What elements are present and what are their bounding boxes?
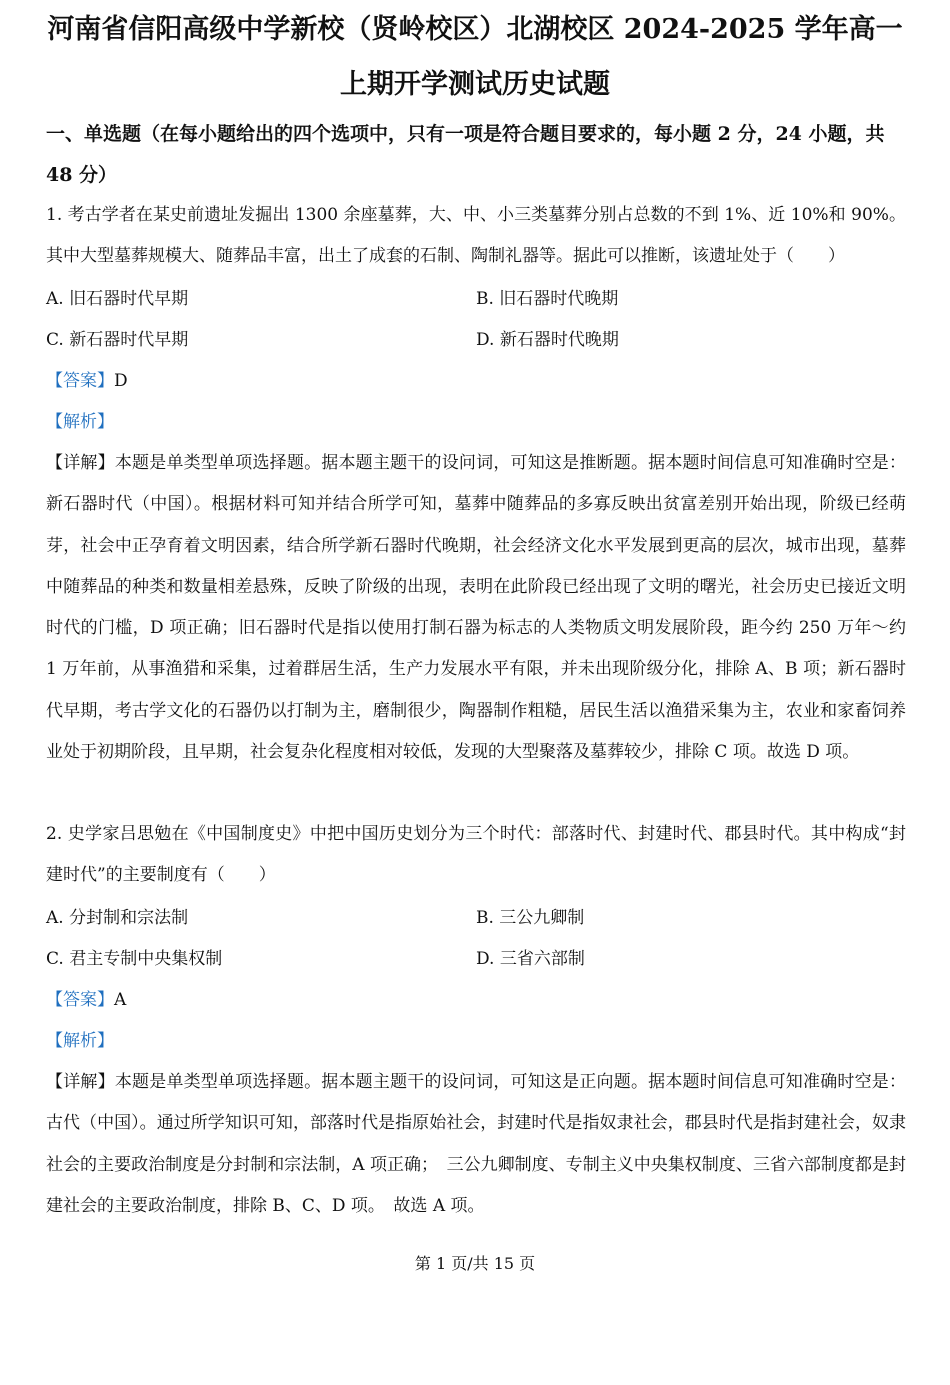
question-1-option-c: C. 新石器时代早期 xyxy=(46,330,189,350)
answer-tag: 【答案】 xyxy=(46,371,114,391)
answer-value: A xyxy=(114,990,127,1010)
question-2-stem: 2. 史学家吕思勉在《中国制度史》中把中国历史划分为三个时代：部落时代、封建时代、郡县时代。其中构成“封建时代”的主要制度有（ ） xyxy=(46,824,906,886)
question-1-answer xyxy=(46,369,128,393)
question-2-option-c: C. 君主专制中央集权制 xyxy=(46,949,223,969)
question-2-option-b: B. 三公九卿制 xyxy=(476,908,585,928)
page-number: 第 1 页/共 15 页 xyxy=(414,1254,536,1273)
exam-title-line-2: 上期开学测试历史试题 xyxy=(340,69,610,100)
section-heading: 一、单选题（在每小题给出的四个选项中，只有一项是符合题目要求的，每小题 2 分，24 小题，共 48 分） xyxy=(46,123,885,186)
analysis-tag: 【解析】 xyxy=(46,412,114,432)
answer-tag: 【答案】 xyxy=(46,990,114,1010)
detail-text: 本题是单类型单项选择题。据本题主题干的设问词，可知这是正向题。据本题时间信息可知准确时空是：古代（中国）。通过所学知识可知，部落时代是指原始社会，封建时代是指奴隶社会，郡县时代是指封建社会，奴隶社会的主要政治制度是分封制和宗法制，A 项正确； 三公九卿制度、专制主义中央集权制度、三省六部制度都是封建社会的主要政治制度，排除 B、C、D 项。 故选 A 项。 xyxy=(46,1072,907,1216)
exam-title-line-1: 河南省信阳高级中学新校（贤岭校区）北湖校区 2024-2025 学年高一 xyxy=(47,14,903,45)
detail-text: 本题是单类型单项选择题。据本题主题干的设问词，可知这是推断题。据本题时间信息可知准确时空是：新石器时代（中国）。根据材料可知并结合所学可知，墓葬中随葬品的多寡反映出贫富差别开始出现，阶级已经萌芽，社会中正孕育着文明因素，结合所学新石器时代晚期，社会经济文化水平发展到更高的层次，城市出现，墓葬中随葬品的种类和数量相差悬殊，反映了阶级的出现，表明在此阶段已经出现了文明的曙光，社会历史已接近文明时代的门槛，D 项正确；旧石器时代是指以使用打制石器为标志的人类物质文明发展阶段，距今约 250 万年～约 1 万年前，从事渔猎和采集，过着群居生活，生产力发展水平有限，并未出现阶级分化，排除 A、B 项；新石器时代早期，考古学文化的石器仍以打制为主，磨制很少，陶器制作粗糙，居民生活以渔猎采集为主，农业和家畜饲养业处于初期阶段，且早期，社会复杂化程度相对较低，发现的大型聚落及墓葬较少，排除 C 项。故选 D 项。 xyxy=(46,453,907,763)
detail-tag: 【详解】 xyxy=(46,1072,115,1092)
question-2-option-a: A. 分封制和宗法制 xyxy=(46,908,189,928)
question-1-stem: 1. 考古学者在某史前遗址发掘出 1300 余座墓葬，大、中、小三类墓葬分别占总数的不到 1%、近 10%和 90%。其中大型墓葬规模大、随葬品丰富，出土了成套的石制、陶制礼器等。据此可以推断，该遗址处于（ ） xyxy=(46,205,906,267)
question-1-option-b: B. 旧石器时代晚期 xyxy=(476,289,619,309)
question-1-detail xyxy=(46,443,906,773)
question-1-option-d: D. 新石器时代晚期 xyxy=(476,330,619,350)
question-2-option-d: D. 三省六部制 xyxy=(476,949,585,969)
question-2-answer xyxy=(46,988,126,1012)
question-2-analysis xyxy=(46,1029,114,1053)
analysis-tag: 【解析】 xyxy=(46,1031,114,1051)
question-2-detail xyxy=(46,1062,906,1227)
question-1-analysis xyxy=(46,410,114,434)
answer-value: D xyxy=(114,371,128,391)
question-1-option-a: A. 旧石器时代早期 xyxy=(46,289,189,309)
detail-tag: 【详解】 xyxy=(46,453,115,473)
